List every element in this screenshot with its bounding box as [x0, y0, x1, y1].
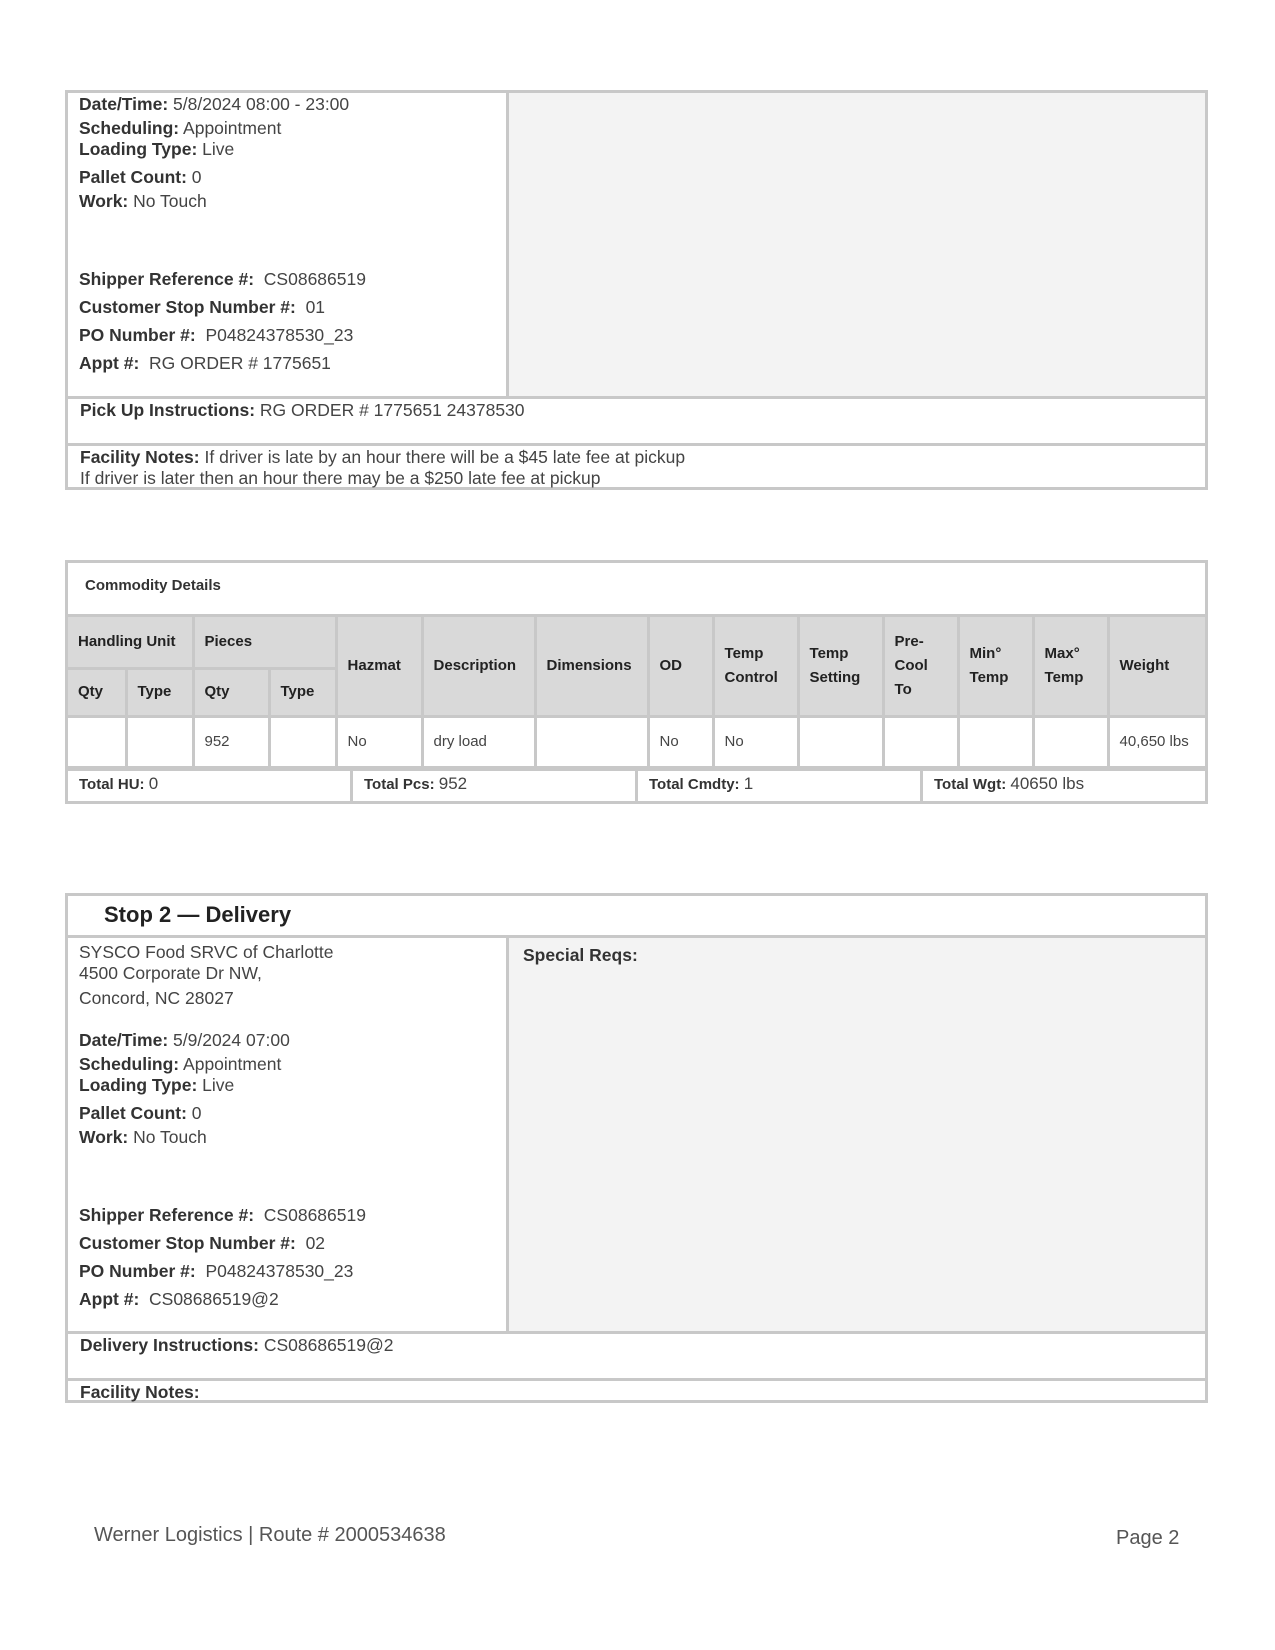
stop2-po-number: PO Number #: P04824378530_23 [79, 1261, 354, 1281]
cell-temp-setting [798, 716, 883, 767]
header-hazmat: Hazmat [336, 617, 422, 716]
stop2-facility-name: SYSCO Food SRVC of Charlotte [79, 942, 334, 962]
stop1-work: Work: No Touch [79, 191, 207, 211]
stop2-special-reqs-label: Special Reqs: [523, 945, 638, 965]
stop2-address-line1: 4500 Corporate Dr NW, [79, 963, 262, 983]
table-row [68, 716, 1205, 767]
header-pieces: Pieces [193, 617, 336, 668]
stop2-delivery-instructions: Delivery Instructions: CS08686519@2 [68, 1331, 1205, 1378]
stop2-customer-stop-number: Customer Stop Number #: 02 [79, 1233, 326, 1253]
total-hu: Total HU: 0 [68, 771, 353, 801]
header-hu-type: Type [126, 668, 193, 716]
header-max-temp: Max° Temp [1033, 617, 1108, 716]
cell-hu-qty [68, 716, 126, 767]
cell-pcs-qty: 952 [193, 716, 269, 767]
total-wgt: Total Wgt: 40650 lbs [934, 774, 1085, 793]
stop2-facility-notes [68, 1378, 1205, 1400]
stop2-details [68, 938, 509, 1334]
stop1-appt: Appt #: RG ORDER # 1775651 [79, 353, 331, 373]
header-temp-setting: Temp Setting [798, 617, 883, 716]
cell-od: No [648, 716, 713, 767]
cell-max-temp [1033, 716, 1108, 767]
stop2-scheduling: Scheduling: Appointment [79, 1054, 282, 1074]
cell-hazmat: No [336, 716, 422, 767]
stop2-loading-type: Loading Type: Live [79, 1075, 235, 1095]
stop1-facility-notes: Facility Notes: If driver is late by an hour there will be a $45 late fee at pickup If driver is later then an hour there may be a $250 late fee at pickup [68, 443, 1205, 487]
stop2-shipper-reference: Shipper Reference #: CS08686519 [79, 1205, 366, 1225]
header-dimensions: Dimensions [535, 617, 648, 716]
stop1-loading-type: Loading Type: Live [79, 139, 235, 159]
stop2-datetime: Date/Time: 5/9/2024 07:00 [79, 1030, 290, 1050]
stop1-po-number: PO Number #: P04824378530_23 [79, 325, 354, 345]
stop1-facility-notes-line2: If driver is later then an hour there may be a $250 late fee at pickup [80, 468, 601, 488]
stop2-title: Stop 2 — Delivery [68, 896, 1205, 938]
cell-weight: 40,650 lbs [1108, 716, 1205, 767]
header-od: OD [648, 617, 713, 716]
stop1-details [68, 93, 509, 396]
cell-pre-cool [883, 716, 958, 767]
total-pcs: Total Pcs: 952 [353, 771, 638, 801]
stop1-panel [65, 90, 1208, 490]
stop2-panel [65, 893, 1208, 1403]
commodity-details-panel [65, 560, 1208, 804]
stop2-work: Work: No Touch [79, 1127, 207, 1147]
header-handling-unit: Handling Unit [68, 617, 193, 668]
header-pcs-qty: Qty [193, 668, 269, 716]
footer-page-number: Page 2 [1116, 1527, 1180, 1549]
stop2-address-line2: Concord, NC 28027 [79, 988, 234, 1008]
commodity-table [68, 617, 1205, 769]
cell-temp-control: No [713, 716, 798, 767]
stop1-datetime: Date/Time: 5/8/2024 08:00 - 23:00 [79, 94, 350, 114]
cell-hu-type [126, 716, 193, 767]
commodity-title: Commodity Details [68, 563, 1205, 617]
stop2-special-reqs-area [509, 938, 1205, 1334]
stop2-facility-notes-label: Facility Notes: [80, 1382, 200, 1402]
header-pre-cool: Pre-Cool To [883, 617, 958, 716]
header-weight: Weight [1108, 617, 1205, 716]
stop2-appt: Appt #: CS08686519@2 [79, 1289, 279, 1309]
cell-dimensions [535, 716, 648, 767]
cell-description: dry load [422, 716, 535, 767]
stop1-shipper-reference: Shipper Reference #: CS08686519 [79, 269, 366, 289]
header-temp-control: Temp Control [713, 617, 798, 716]
stop1-pallet-count: Pallet Count: 0 [79, 167, 202, 187]
header-hu-qty: Qty [68, 668, 126, 716]
header-pcs-type: Type [269, 668, 336, 716]
total-cmdty: Total Cmdty: 1 [638, 771, 923, 801]
cell-pcs-type [269, 716, 336, 767]
stop1-customer-stop-number: Customer Stop Number #: 01 [79, 297, 326, 317]
stop1-special-reqs-area [509, 93, 1205, 396]
cell-min-temp [958, 716, 1033, 767]
commodity-totals [68, 768, 1205, 801]
stop1-pickup-instructions: Pick Up Instructions: RG ORDER # 1775651 24378530 [68, 396, 1205, 443]
header-description: Description [422, 617, 535, 716]
stop1-scheduling: Scheduling: Appointment [79, 118, 282, 138]
header-min-temp: Min° Temp [958, 617, 1033, 716]
footer-route: Werner Logistics | Route # 2000534638 [94, 1524, 446, 1546]
stop2-pallet-count: Pallet Count: 0 [79, 1103, 202, 1123]
